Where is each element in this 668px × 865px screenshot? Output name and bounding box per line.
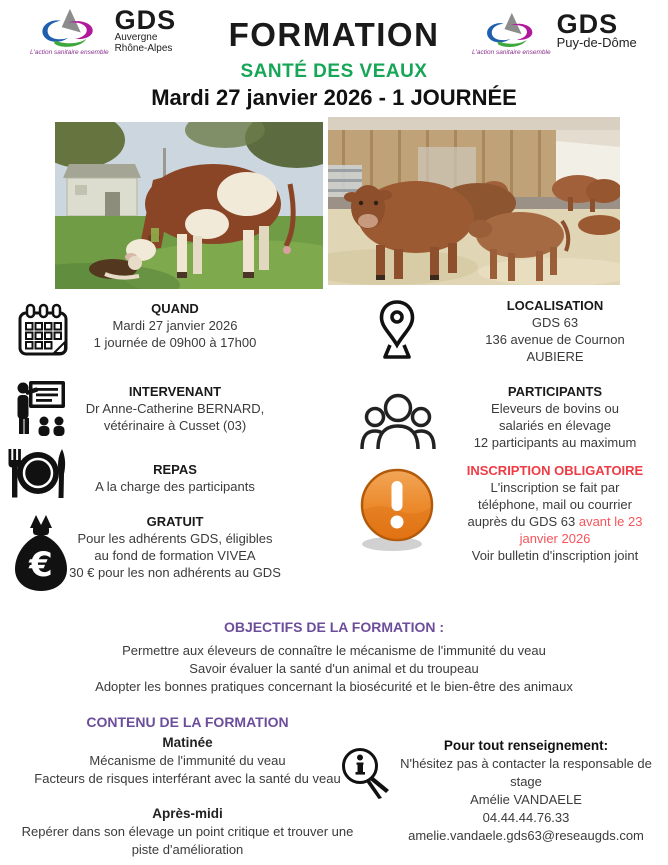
barn-photo-illustration — [328, 117, 620, 285]
section-gratuit — [55, 513, 295, 581]
logo-region-line1: Auvergne — [114, 32, 158, 43]
info-line: Dr Anne-Catherine BERNARD, — [85, 401, 265, 416]
info-line: Voir bulletin d'inscription joint — [471, 548, 639, 563]
info-line: A la charge des participants — [95, 479, 255, 494]
info-line: salariés en élevage — [498, 418, 612, 433]
date-line: Mardi 27 janvier 2026 - 1 JOURNÉE — [151, 85, 517, 110]
logo-org-name: GDS — [114, 5, 177, 35]
contact-line: N'hésitez pas à contacter la responsable de stage — [400, 756, 652, 789]
contenu-line: Facteurs de risques interférant avec la santé du veau — [34, 771, 341, 786]
morning-title: Matinée — [162, 735, 213, 750]
info-line: Pour les adhérents GDS, éligibles — [77, 531, 273, 546]
section-contenu — [5, 714, 370, 859]
section-repas — [55, 461, 295, 495]
info-line: téléphone, mail ou courrier — [478, 497, 632, 512]
inscription-black-part: auprès du GDS 63 — [467, 514, 579, 529]
section-participants — [440, 383, 668, 451]
photo-cows-in-barn — [328, 117, 620, 285]
section-heading: QUAND — [151, 301, 199, 316]
info-line: Mardi 27 janvier 2026 — [112, 318, 238, 333]
gds-swoosh-icon — [482, 12, 540, 48]
contact-name: Amélie VANDAELE — [470, 792, 582, 807]
section-heading-inscription: INSCRIPTION OBLIGATOIRE — [466, 463, 644, 478]
info-line: 12 participants au maximum — [473, 435, 637, 450]
info-magnifier-icon — [338, 744, 392, 802]
section-quand — [55, 300, 295, 351]
section-heading: INTERVENANT — [128, 384, 222, 399]
section-heading: GRATUIT — [146, 514, 204, 529]
logo-region-line2: Rhône-Alpes — [114, 43, 173, 54]
info-line — [440, 513, 668, 530]
logo-region: Puy-de-Dôme — [556, 35, 637, 50]
deadline-red-part: avant le 23 — [578, 514, 643, 529]
section-heading: PARTICIPANTS — [507, 384, 603, 399]
contenu-line: Repérer dans son élevage un point critique et trouver une — [21, 824, 354, 839]
logo-tagline: L'action sanitaire ensemble — [30, 49, 109, 56]
section-localisation — [440, 297, 668, 365]
section-objectifs — [0, 619, 668, 696]
info-line: 136 avenue de Cournon — [485, 332, 625, 347]
afternoon-title: Après-midi — [152, 806, 223, 821]
field-photo-illustration — [55, 122, 323, 289]
info-line: L'inscription se fait par — [490, 480, 620, 495]
participants-group-icon — [360, 392, 436, 450]
section-intervenant — [55, 383, 295, 434]
section-heading: REPAS — [153, 462, 197, 477]
info-line: AUBIERE — [526, 349, 584, 364]
contenu-line: piste d'amélioration — [131, 842, 244, 857]
page-title: FORMATION — [228, 16, 440, 53]
objectifs-heading: OBJECTIFS DE LA FORMATION : — [223, 619, 445, 635]
info-line: Eleveurs de bovins ou — [491, 401, 619, 416]
contact-email: amelie.vandaele.gds63@reseaugds.com — [408, 828, 644, 843]
section-heading: LOCALISATION — [506, 298, 604, 313]
section-inscription — [440, 462, 668, 564]
location-pin-icon — [377, 299, 417, 361]
objectif-line: Savoir évaluer la santé d'un animal et du troupeau — [189, 661, 479, 676]
info-line: vétérinaire à Cusset (03) — [103, 418, 247, 433]
logo-org-name: GDS — [556, 9, 619, 39]
svg-text:€: € — [29, 545, 53, 585]
logo-tagline: L'action sanitaire ensemble — [472, 49, 551, 56]
deadline-red-line: janvier 2026 — [519, 531, 591, 546]
photo-cow-with-newborn-calf — [55, 122, 323, 289]
objectif-line: Adopter les bonnes pratiques concernant la biosécurité et le bien-être des animaux — [95, 679, 573, 694]
alert-exclamation-icon — [356, 466, 440, 554]
contenu-heading: CONTENU DE LA FORMATION — [86, 714, 289, 730]
info-line: au fond de formation VIVEA — [94, 548, 256, 563]
logo-gds-puy-de-dome — [472, 9, 637, 56]
info-line: 30 € pour les non adhérents au GDS — [69, 565, 281, 580]
contenu-line: Mécanisme de l'immunité du veau — [89, 753, 286, 768]
section-contact — [388, 737, 664, 845]
info-line: 1 journée de 09h00 à 17h00 — [93, 335, 257, 350]
objectif-line: Permettre aux éleveurs de connaître le mécanisme de l'immunité du veau — [122, 643, 546, 658]
info-line: GDS 63 — [531, 315, 579, 330]
contact-phone: 04.44.44.76.33 — [482, 810, 570, 825]
contact-heading: Pour tout renseignement: — [443, 738, 609, 753]
subtitle-sante-des-veaux: SANTÉ DES VEAUX — [240, 61, 428, 82]
